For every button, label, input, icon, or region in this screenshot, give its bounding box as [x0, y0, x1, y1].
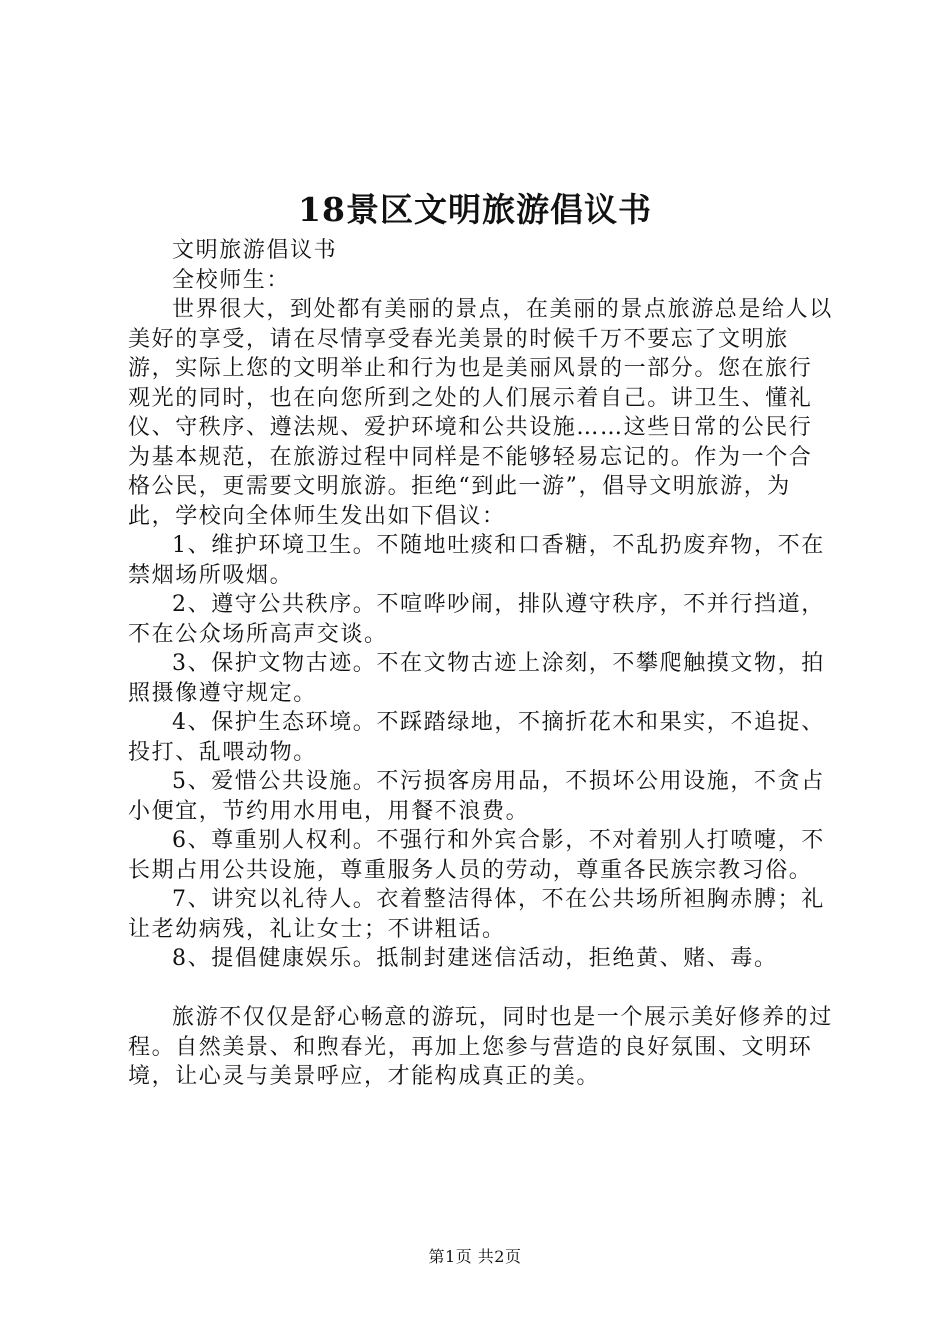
- document-body: [128, 236, 834, 1092]
- paragraph-item-5: 5、爱惜公共设施。不污损客房用品，不损坏公用设施，不贪占小便宜，节约用水用电，用餐不浪费。: [128, 769, 825, 824]
- blank-line: [128, 974, 834, 1004]
- paragraph-item-3: 3、保护文物古迹。不在文物古迹上涂刻，不攀爬触摸文物，拍照摄像遵守规定。: [128, 651, 825, 706]
- paragraph-salutation: 全校师生：: [172, 267, 291, 293]
- page-footer: 第1页 共2页: [428, 1247, 522, 1266]
- paragraph-heading: 文明旅游倡议书: [172, 238, 338, 263]
- document-title: 18景区文明旅游倡议书: [298, 190, 652, 229]
- paragraph-item-7: 7、讲究以礼待人。衣着整洁得体，不在公共场所袒胸赤膊；礼让老幼病残，礼让女士；不讲粗话。: [128, 887, 825, 942]
- paragraph-item-1: 1、维护环境卫生。不随地吐痰和口香糖，不乱扔废弃物，不在禁烟场所吸烟。: [128, 533, 825, 588]
- paragraph-intro: 世界很大，到处都有美丽的景点，在美丽的景点旅游总是给人以美好的享受，请在尽情享受春光美景的时候千万不要忘了文明旅游，实际上您的文明举止和行为也是美丽风景的一部分。您在旅行观光的同时，也在向您所到之处的人们展示着自己。讲卫生、懂礼仪、守秩序、遵法规、爱护环境和公共设施……这些日常的公民行为基本规范，在旅游过程中同样是不能够轻易忘记的。作为一个合格公民，更需要文明旅游。拒绝“到此一游”，倡导文明旅游，为此，学校向全体师生发出如下倡议：: [128, 297, 833, 529]
- paragraph-item-6: 6、尊重别人权利。不强行和外宾合影，不对着别人打喷嚏，不长期占用公共设施，尊重服务人员的劳动，尊重各民族宗教习俗。: [128, 828, 825, 883]
- paragraph-item-4: 4、保护生态环境。不踩踏绿地，不摘折花木和果实，不追捉、投打、乱喂动物。: [128, 710, 825, 765]
- paragraph-item-8: 8、提倡健康娱乐。抵制封建迷信活动，拒绝黄、赌、毒。: [172, 946, 778, 971]
- paragraph-conclusion: 旅游不仅仅是舒心畅意的游玩，同时也是一个展示美好修养的过程。自然美景、和煦春光，再加上您参与营造的良好氛围、文明环境，让心灵与美景呼应，才能构成真正的美。: [128, 1005, 833, 1089]
- paragraph-item-2: 2、遵守公共秩序。不喧哗吵闹，排队遵守秩序，不并行挡道，不在公众场所高声交谈。: [128, 592, 825, 647]
